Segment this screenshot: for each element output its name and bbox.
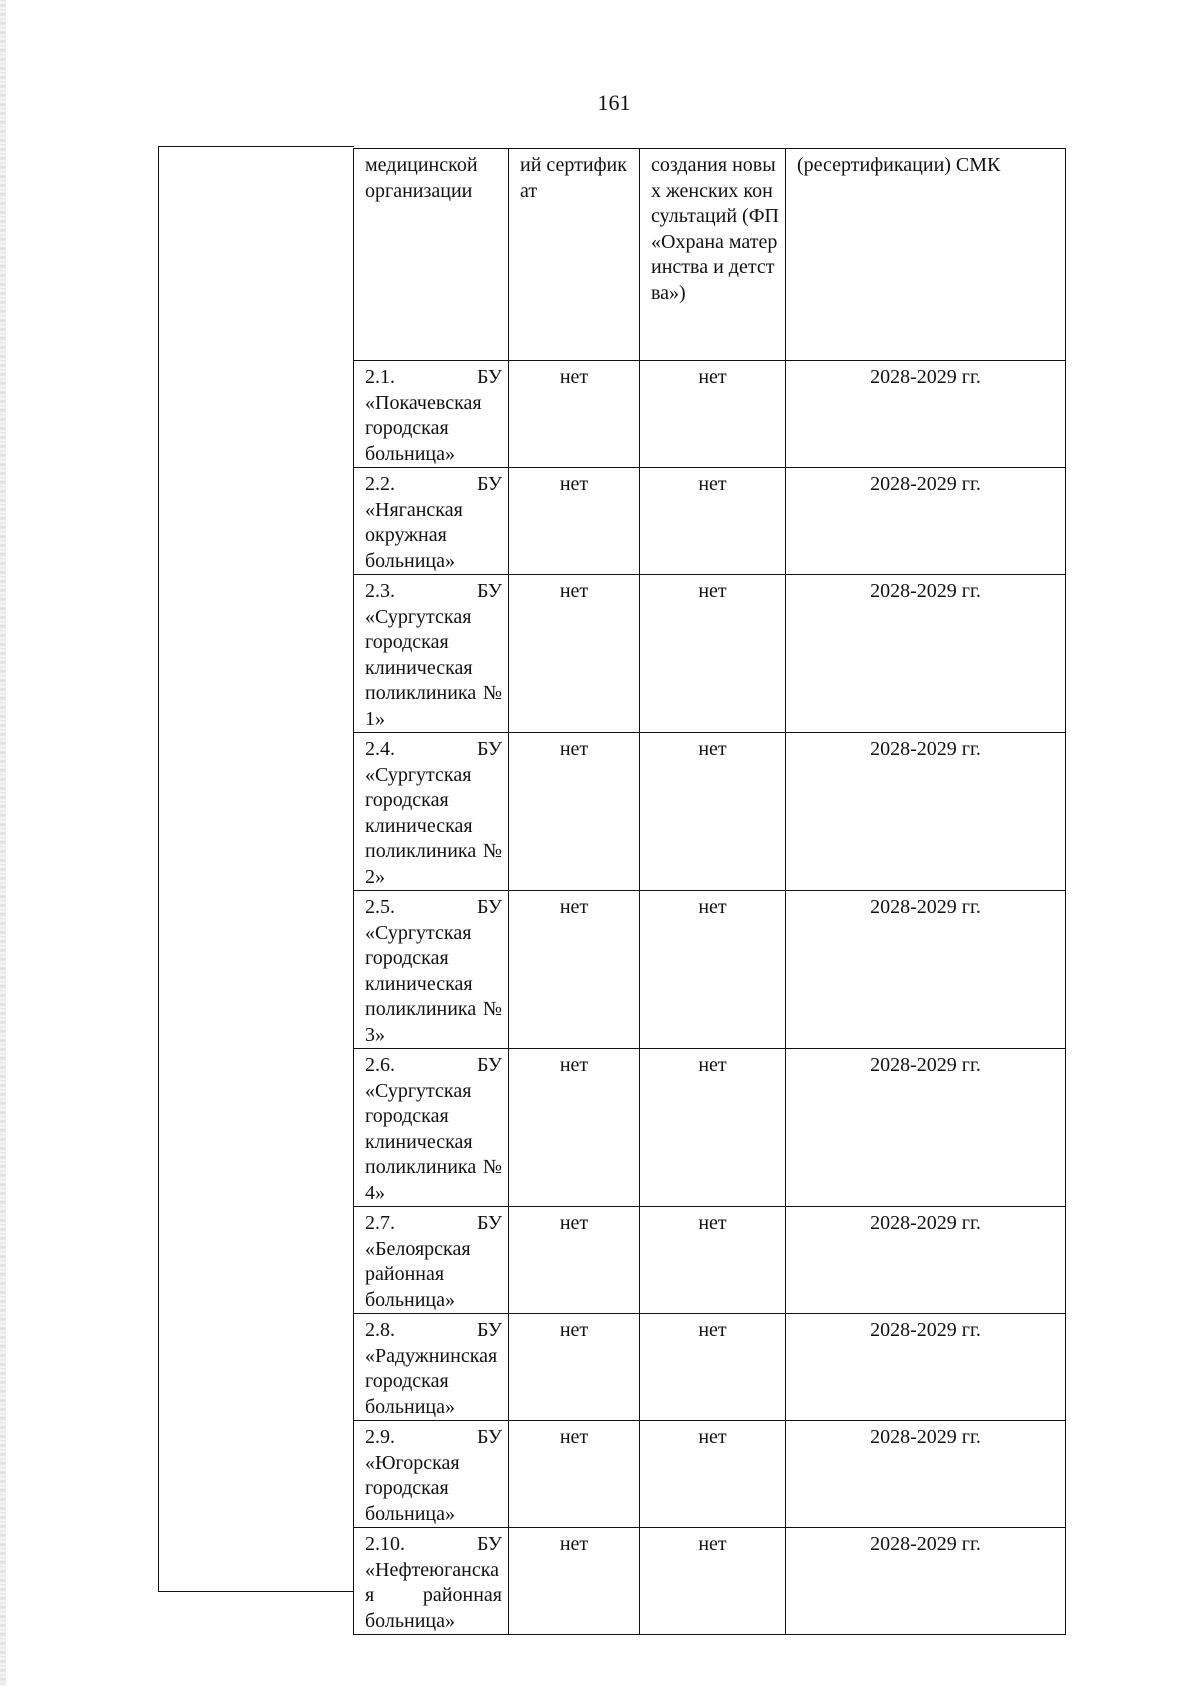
table-row	[354, 1528, 1066, 1635]
org-name: «Сургутская городская клиническая поликлиника № 4»	[365, 1079, 502, 1204]
org-name: «Белоярская районная больница»	[365, 1237, 471, 1311]
certificate-cell: нет	[509, 733, 640, 891]
certificate-cell: нет	[509, 468, 640, 575]
table-row	[354, 361, 1066, 468]
org-cell	[354, 575, 509, 733]
org-number: 2.9.	[365, 1426, 395, 1448]
org-number: 2.1.	[365, 366, 395, 388]
consultations-cell: нет	[640, 733, 786, 891]
org-name: «Сургутская городская клиническая поликлиника № 1»	[365, 605, 502, 730]
org-number-line	[365, 472, 502, 498]
recertification-cell: 2028-2029 гг.	[786, 1207, 1066, 1314]
consultations-cell: нет	[640, 891, 786, 1049]
consultations-cell: нет	[640, 1528, 786, 1635]
org-type: БУ	[477, 1533, 502, 1555]
org-cell	[354, 891, 509, 1049]
org-type: БУ	[477, 366, 502, 388]
org-cell	[354, 1528, 509, 1635]
table-header-row	[354, 149, 1066, 361]
org-type: БУ	[477, 1054, 502, 1076]
org-type: БУ	[477, 896, 502, 918]
recertification-cell: 2028-2029 гг.	[786, 468, 1066, 575]
org-name: «Сургутская городская клиническая поликлиника № 3»	[365, 921, 502, 1046]
table-row	[354, 1049, 1066, 1207]
recertification-cell: 2028-2029 гг.	[786, 575, 1066, 733]
certificate-cell: нет	[509, 361, 640, 468]
table-row	[354, 891, 1066, 1049]
org-type: БУ	[477, 473, 502, 495]
org-name: «Радужнинская городская больница»	[365, 1344, 498, 1418]
consultations-cell: нет	[640, 1207, 786, 1314]
org-name: «Няганская окружная больница»	[365, 498, 463, 572]
org-type: БУ	[477, 580, 502, 602]
org-cell	[354, 1049, 509, 1207]
org-number: 2.7.	[365, 1212, 395, 1234]
org-cell	[354, 1421, 509, 1528]
org-number: 2.2.	[365, 473, 395, 495]
org-type: БУ	[477, 1212, 502, 1234]
org-number: 2.5.	[365, 896, 395, 918]
header-cell-recertification: (ресертификации) СМК	[786, 149, 1066, 361]
consultations-cell: нет	[640, 575, 786, 733]
recertification-cell: 2028-2029 гг.	[786, 361, 1066, 468]
recertification-cell: 2028-2029 гг.	[786, 1528, 1066, 1635]
table-row	[354, 575, 1066, 733]
org-number: 2.3.	[365, 580, 395, 602]
certificate-cell: нет	[509, 1207, 640, 1314]
org-number-line	[365, 365, 502, 391]
org-type: БУ	[477, 1319, 502, 1341]
recertification-cell: 2028-2029 гг.	[786, 891, 1066, 1049]
org-type: БУ	[477, 738, 502, 760]
org-number-line	[365, 1532, 502, 1558]
consultations-cell: нет	[640, 468, 786, 575]
org-name: «Сургутская городская клиническая поликлиника № 2»	[365, 763, 502, 888]
org-cell	[354, 733, 509, 891]
header-cell-organization: медицинской организации	[354, 149, 509, 361]
table-row	[354, 468, 1066, 575]
table-body	[354, 149, 1066, 1635]
org-name: «Нефтеюганская районная больница»	[365, 1558, 502, 1632]
empty-left-column	[158, 146, 354, 1592]
org-number-line	[365, 737, 502, 763]
org-number-line	[365, 1425, 502, 1451]
consultations-cell: нет	[640, 1421, 786, 1528]
consultations-cell: нет	[640, 1314, 786, 1421]
certificate-cell: нет	[509, 1049, 640, 1207]
org-name: «Югорская городская больница»	[365, 1451, 460, 1525]
recertification-cell: 2028-2029 гг.	[786, 1314, 1066, 1421]
org-number-line	[365, 895, 502, 921]
org-type: БУ	[477, 1426, 502, 1448]
header-cell-consultations: создания новых женских консультаций (ФП «Охрана материнства и детства»)	[640, 149, 786, 361]
org-number-line	[365, 1318, 502, 1344]
org-name: «Покачевская городская больница»	[365, 391, 482, 465]
table-row	[354, 1421, 1066, 1528]
org-number-line	[365, 1053, 502, 1079]
org-number: 2.10.	[365, 1533, 405, 1555]
table-row	[354, 733, 1066, 891]
org-number: 2.8.	[365, 1319, 395, 1341]
certificate-cell: нет	[509, 1421, 640, 1528]
org-cell	[354, 361, 509, 468]
page-number: 161	[597, 90, 631, 115]
org-cell	[354, 468, 509, 575]
scan-edge	[0, 0, 6, 1686]
certificate-cell: нет	[509, 1314, 640, 1421]
certificate-cell: нет	[509, 1528, 640, 1635]
recertification-cell: 2028-2029 гг.	[786, 1049, 1066, 1207]
org-number: 2.6.	[365, 1054, 395, 1076]
document-table	[353, 148, 1066, 1635]
certificate-cell: нет	[509, 575, 640, 733]
org-cell	[354, 1207, 509, 1314]
org-number-line	[365, 579, 502, 605]
recertification-cell: 2028-2029 гг.	[786, 1421, 1066, 1528]
consultations-cell: нет	[640, 1049, 786, 1207]
org-number: 2.4.	[365, 738, 395, 760]
table-row	[354, 1314, 1066, 1421]
org-number-line	[365, 1211, 502, 1237]
org-cell	[354, 1314, 509, 1421]
table-row	[354, 1207, 1066, 1314]
certificate-cell: нет	[509, 891, 640, 1049]
header-cell-certificate: ий сертификат	[509, 149, 640, 361]
recertification-cell: 2028-2029 гг.	[786, 733, 1066, 891]
consultations-cell: нет	[640, 361, 786, 468]
